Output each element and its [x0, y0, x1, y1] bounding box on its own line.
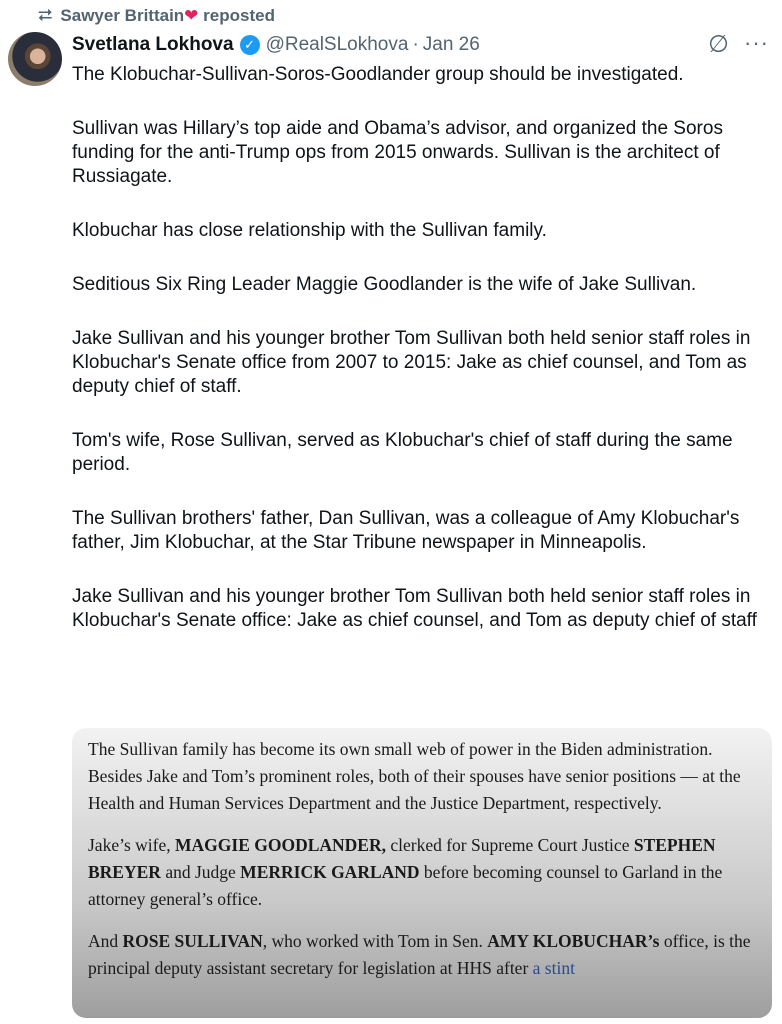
excerpt-text: , who worked with Tom in Sen. — [262, 931, 488, 951]
avatar[interactable] — [8, 32, 62, 86]
excerpt-paragraph — [88, 832, 756, 913]
excerpt-bold-name: MERRICK GARLAND — [240, 862, 420, 882]
tweet-date[interactable]: Jan 26 — [422, 34, 480, 55]
paragraph: Klobuchar has close relationship with the Sullivan family. — [72, 220, 547, 241]
excerpt-bold-name: ROSE SULLIVAN — [122, 931, 263, 951]
excerpt-text: office, is the principal deputy assistant secretary for legislation at HHS after — [88, 931, 751, 978]
repost-indicator[interactable] — [38, 5, 275, 26]
paragraph: The Sullivan brothers' father, Dan Sullivan, was a colleague of Amy Klobuchar's father, Jim Klobuchar, at the Star Tribune newspaper in Minneapolis. — [72, 508, 740, 553]
grok-icon[interactable]: ∅ — [708, 31, 729, 58]
excerpt-bold-name: STEPHEN BREYER — [88, 835, 716, 882]
verified-icon: ✓ — [240, 35, 260, 55]
reposter-name[interactable]: Sawyer Brittain — [60, 5, 185, 25]
paragraph: Tom's wife, Rose Sullivan, served as Klobuchar's chief of staff during the same period. — [72, 430, 733, 475]
excerpt-link[interactable]: a stint — [532, 958, 575, 978]
excerpt-paragraph — [88, 736, 756, 817]
paragraph: Jake Sullivan and his younger brother Tom Sullivan both held senior staff roles in Klobuchar's Senate office from 2007 to 2015: Jake as chief counsel, and Tom as deputy chief of staff. — [72, 328, 751, 397]
repost-icon: ⮂ — [38, 5, 53, 25]
excerpt-text: The Sullivan family has become its own small web of power in the Biden administration. Besides Jake and Tom’s prominent roles, both of their spouses have senior positions — at the Health and Human Services Department and the Justice Department, respectively. — [88, 739, 741, 813]
attached-image-article-excerpt[interactable] — [72, 728, 772, 1018]
excerpt-paragraph — [88, 928, 756, 982]
paragraph: Sullivan was Hillary’s top aide and Obama’s advisor, and organized the Soros funding for the anti-Trump ops from 2015 onwards. Sullivan is the architect of Russiagate. — [72, 118, 723, 187]
paragraph: Seditious Six Ring Leader Maggie Goodlander is the wife of Jake Sullivan. — [72, 274, 697, 295]
author-handle[interactable]: @RealSLokhova — [265, 34, 409, 55]
heart-icon: ❤ — [184, 5, 199, 25]
separator: · — [412, 34, 419, 55]
more-icon[interactable]: ··· — [744, 30, 769, 55]
repost-label: reposted — [203, 5, 275, 25]
excerpt-bold-name: MAGGIE GOODLANDER, — [175, 835, 386, 855]
excerpt-text: Jake’s wife, — [88, 835, 175, 855]
excerpt-text: clerked for Supreme Court Justice — [385, 835, 634, 855]
excerpt-bold-name: AMY KLOBUCHAR’s — [487, 931, 660, 951]
paragraph: The Klobuchar-Sullivan-Soros-Goodlander group should be investigated. — [72, 64, 684, 85]
tweet-text — [72, 63, 772, 663]
excerpt-text: and Judge — [160, 862, 241, 882]
excerpt-text: And — [88, 931, 123, 951]
excerpt-text: before becoming counsel to Garland in the attorney general’s office. — [88, 862, 723, 909]
tweet-header — [72, 34, 480, 56]
author-name[interactable]: Svetlana Lokhova — [72, 34, 234, 55]
paragraph: Jake Sullivan and his younger brother Tom Sullivan both held senior staff roles in Klobuchar's Senate office: Jake as chief counsel, and Tom as deputy chief of staff — [72, 586, 757, 631]
